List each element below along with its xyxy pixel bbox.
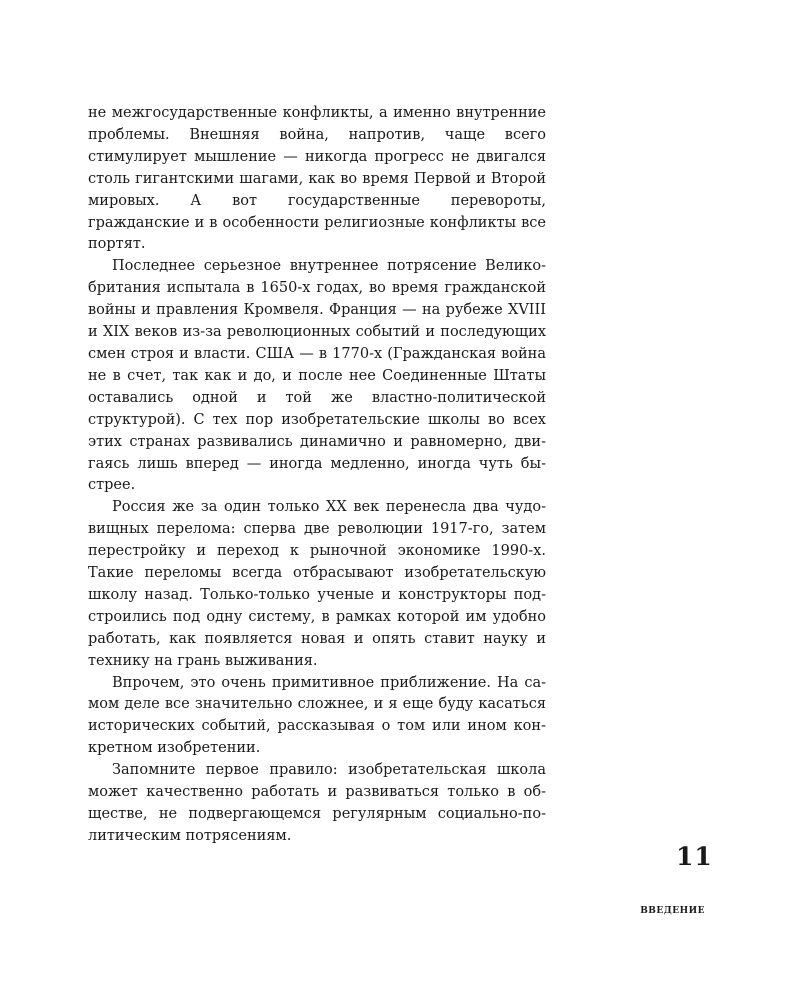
page-number: 11 [676,842,713,871]
paragraph-2: Последнее серьезное внутреннее потрясение Великобритания испытала в 1650-х годах, во время гражданской войны и правления Кромвеля. Франция — на рубеже XVIII и XIX веков из-за революционных событий и последующих смен строя и власти. США — в 1770-х (Гражданская война не в счет, так как и до, и после нее Соединенные Штаты оставались одной и той же властно-политической структурой). С тех пор изобретательские школы во всех этих странах развивались динамично и равномерно, двигаясь лишь вперед — иногда медленно, иногда чуть быстрее. [88,258,546,494]
paragraph-1: не межгосударственные конфликты, а именно внутренние проблемы. Внешняя война, напротив, чаще всего стимулирует мышление — никогда прогресс не двигался столь гигантскими шагами, как во время Первой и Второй мировых. А вот государственные перевороты, гражданские и в особенности религиозные конфликты все портят. [88,105,546,253]
main-text [88,103,546,848]
running-footer: ВВЕДЕНИЕ [640,906,705,916]
paragraph-3: Россия же за один только XX век перенесла два чудовищных перелома: сперва две революции 1917-го, затем перестройку и переход к рыночной экономике 1990-х. Такие переломы всегда отбрасывают изобретательскую школу назад. Только-только ученые и конструкторы подстроились под одну систему, в рамках которой им удобно работать, как появляется новая и опять ставит науку и технику на грань выживания. [88,499,546,669]
paragraph-5: Запомните первое правило: изобретательская школа может качественно работать и развиваться только в обществе, не подвергающемся регулярным социально-политическим потрясениям. [88,762,546,844]
paragraph-4: Впрочем, это очень примитивное приближение. На самом деле все значительно сложнее, и я еще буду касаться исторических событий, рассказывая о том или ином конкретном изобретении. [88,674,546,757]
